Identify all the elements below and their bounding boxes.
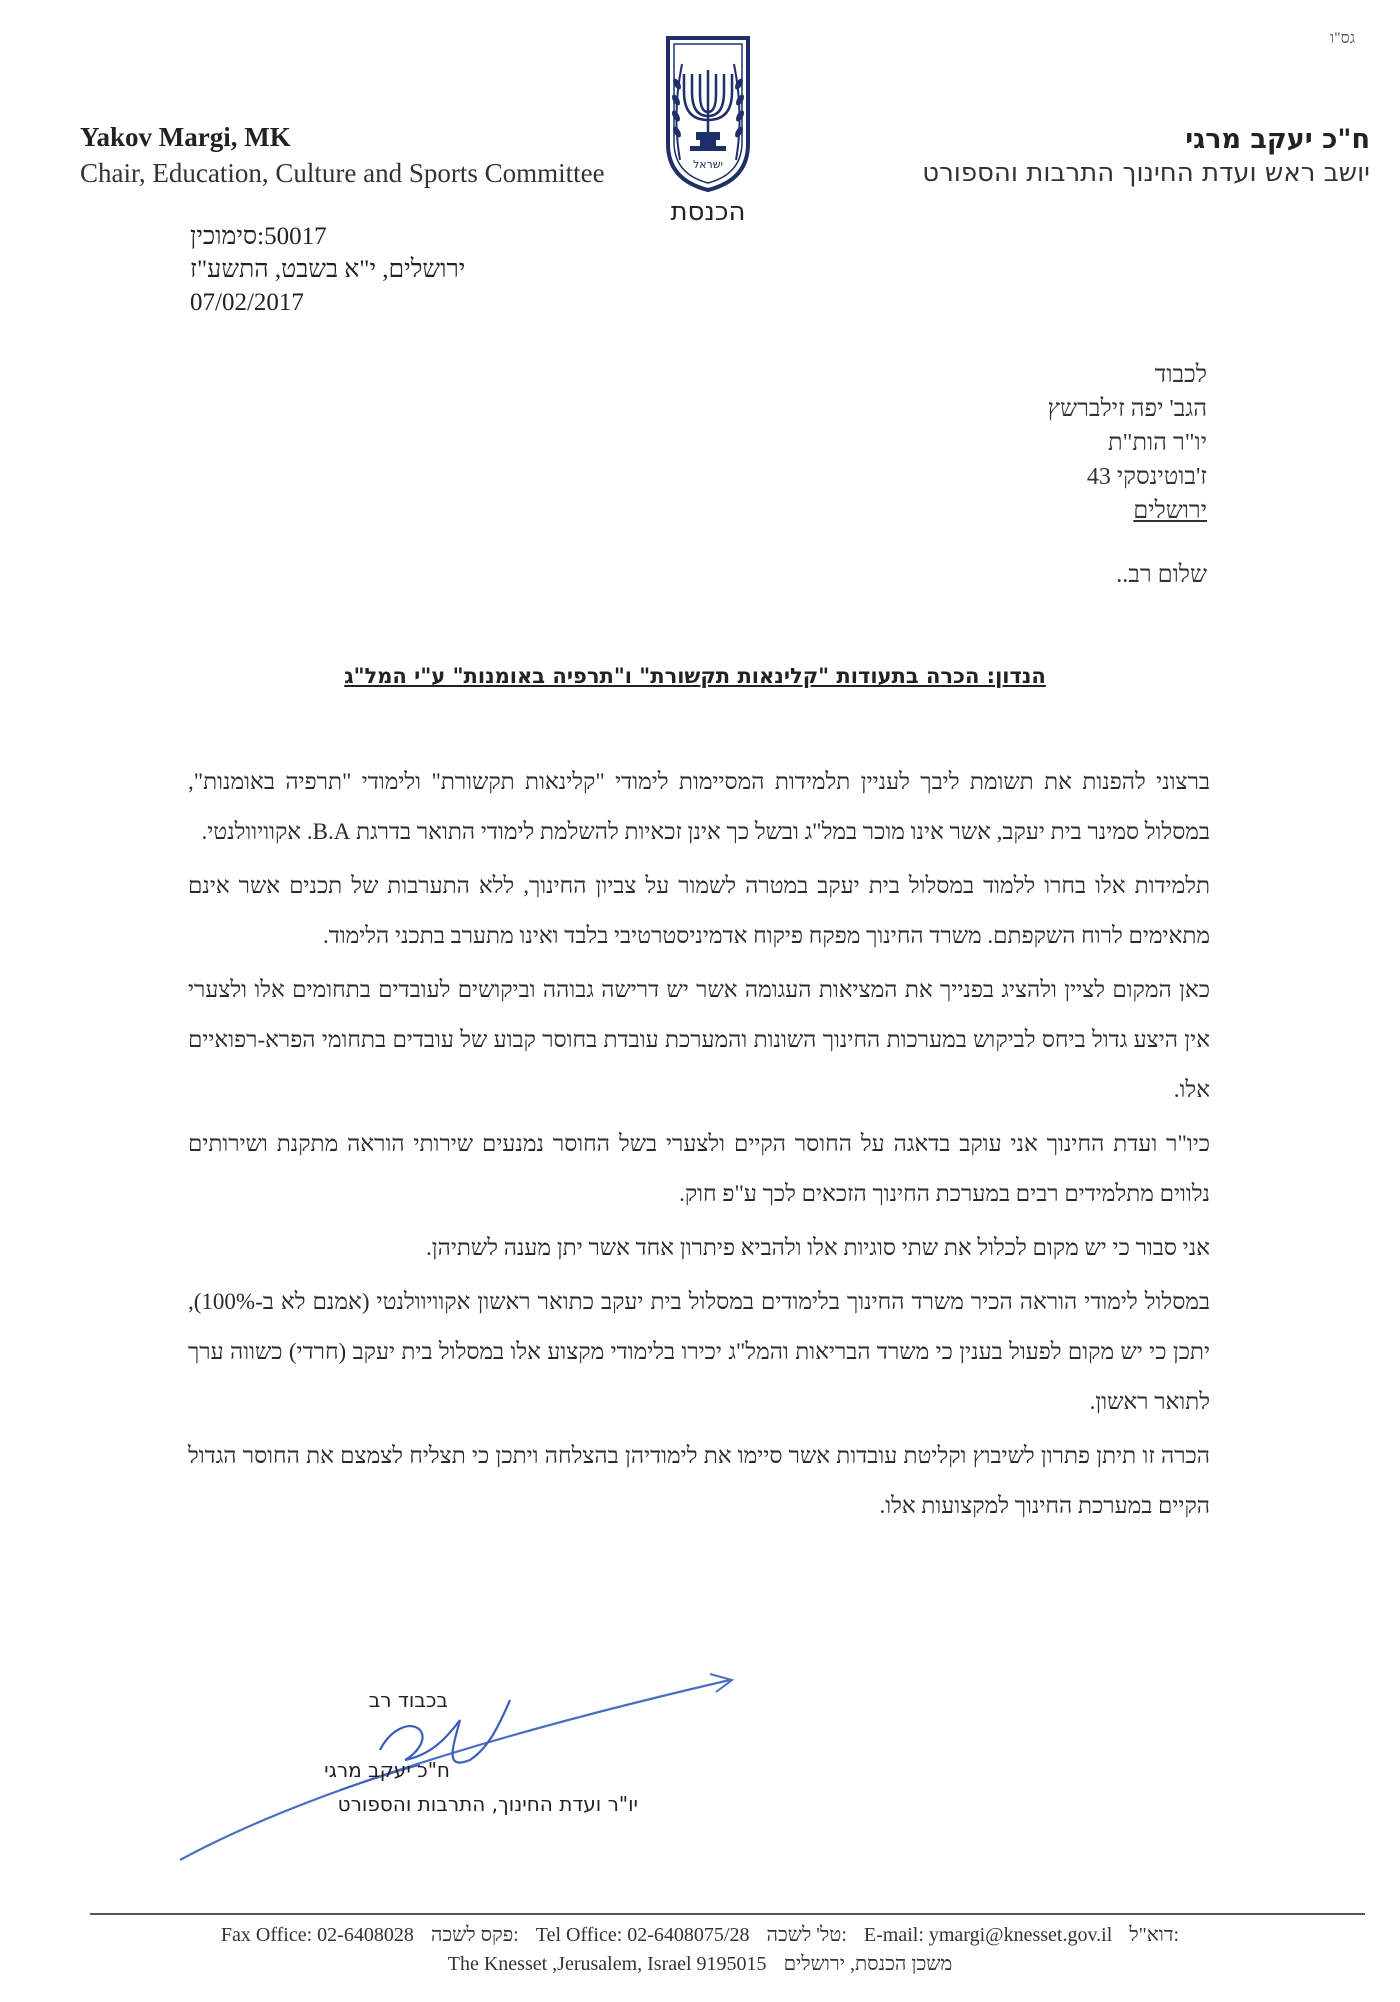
footer-fax: Fax Office: 02-6408028 — [220, 1924, 414, 1946]
english-sender-role: Chair, Education, Culture and Sports Committee — [80, 158, 605, 188]
body-paragraph: הכרה זו תיתן פתרון לשיבוץ וקליטת עובדות אשר סיימו את לימודיהן בהצלחה ויתכן כי תצליח לצמצם את החוסר הגדול הקיים במערכת החינוך למקצועות אלו. — [188, 1443, 1210, 1518]
emblem-caption: הכנסת — [670, 197, 746, 227]
recipient-title: יו"ר הות"ת — [1107, 430, 1207, 456]
footer-address — [0, 1953, 1400, 1976]
letter-body — [188, 757, 1210, 1535]
body-paragraph: אני סבור כי יש מקום לכלול את שתי סוגיות אלו ולהביא פיתרון אחד אשר יתן מענה לשתיהן. — [426, 1235, 1210, 1260]
footer-email-label: :דוא"ל — [1129, 1924, 1180, 1946]
hebrew-sender-role: יושב ראש ועדת החינוך התרבות והספורט — [922, 158, 1370, 188]
body-paragraph: כאן המקום לציין ולהציג בפנייך את המציאות העגומה אשר יש דרישה גבוהה וביקושים לעובדים בתחומים אלו ולצערי אין היצע גדול ביחס לביקוש במערכות החינוך השונות והמערכת עובדת בחוסר קבוע של עובדים בתחומי הפרא-רפואיים אלו. — [188, 977, 1210, 1102]
handwritten-signature-icon — [170, 1660, 750, 1870]
recipient-street: ז'בוטינסקי 43 — [1086, 464, 1207, 490]
footer-contact — [0, 1924, 1400, 1947]
body-paragraph: כיו"ר ועדת החינוך אני עוקב בדאגה על החוסר הקיים ולצערי בשל החוסר נמנעים שירותי הוראה מתקנת ושירותים נלווים מתלמידים רבים במערכת החינוך הזכאים לכך ע"פ חוק. — [188, 1131, 1210, 1206]
signer-role: יו"ר ועדת החינוך, התרבות והספורט — [337, 1792, 638, 1816]
footer-divider — [90, 1913, 1365, 1915]
emblem-inner-text: ישראל — [692, 158, 724, 171]
recipient-name: הגב' יפה זילברשץ — [1047, 396, 1207, 422]
body-paragraph: במסלול לימודי הוראה הכיר משרד החינוך בלימודים במסלול בית יעקב כתואר ראשון אקוויוולנטי (אמנם לא ב-100%), יתכן כי יש מקום לפעול בענין כי משרד הבריאות והמל"ג יכירו בלימודי מקצוע אלו במסלול בית יעקב (חרדי) כשווה ערך לתואר ראשון. — [188, 1289, 1210, 1414]
recipient-address — [1048, 358, 1207, 528]
english-sender-name: Yakov Margi, MK — [80, 122, 291, 152]
greeting: שלום רב.. — [1116, 562, 1207, 588]
footer-address-en: The Knesset ,Jerusalem, Israel 9195015 — [447, 1953, 767, 1975]
footer-fax-label: :פקס לשכה — [430, 1924, 519, 1946]
footer-tel-label: :טל' לשכה — [766, 1924, 847, 1946]
recipient-line-1: לכבוד — [1154, 362, 1207, 388]
closing-phrase: בכבוד רב — [368, 1688, 448, 1712]
body-paragraph: תלמידות אלו בחרו ללמוד במסלול בית יעקב במטרה לשמור על צביון החינוך, ללא התערבות של תכנים אשר אינם מתאימים לרוח השקפתם. משרד החינוך מפקח פיקוח אדמיניסטרטיבי בלבד ואינו מתערב בתכני הלימוד. — [188, 873, 1210, 948]
reference-number: 50017:סימוכין — [190, 223, 327, 250]
recipient-city: ירושלים — [1133, 498, 1207, 524]
subject-line: הנדון: הכרה בתעודות "קלינאות תקשורת" ו"תרפיה באומנות" ע"י המל"ג — [344, 664, 1046, 688]
page-mark: גס"ו — [1330, 30, 1356, 47]
footer-tel: Tel Office: 02-6408075/28 — [535, 1924, 750, 1946]
footer-email: E-mail: ymargi@knesset.gov.il — [863, 1924, 1113, 1946]
hebrew-date: ירושלים, י"א בשבט, התשע"ז — [190, 256, 466, 283]
footer-address-he: משכן הכנסת, ירושלים — [783, 1953, 953, 1975]
knesset-emblem-icon — [662, 34, 754, 194]
reference-block — [190, 220, 465, 319]
signer-name: ח"כ יעקב מרגי — [324, 1758, 450, 1782]
body-paragraph: ברצוני להפנות את תשומת ליבך לעניין תלמידות המסיימות לימודי "קלינאות תקשורת" ולימודי "תרפיה באומנות", במסלול סמינר בית יעקב, אשר אינו מוכר במל"ג ובשל כך אינן זכאיות להשלמת לימודי התואר בדרגת B.A. אקוויוולנטי. — [188, 769, 1210, 844]
hebrew-sender-name: ח"כ יעקב מרגי — [1185, 124, 1370, 155]
gregorian-date: 07/02/2017 — [190, 289, 304, 316]
